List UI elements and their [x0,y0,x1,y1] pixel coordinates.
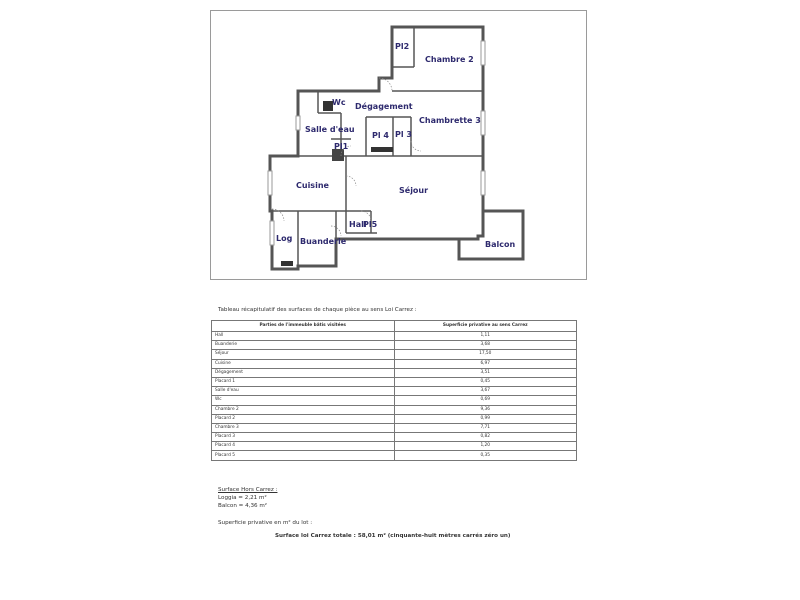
room-surface: 0,35 [394,451,577,460]
room-surface: 0,99 [394,414,577,423]
room-name: Buanderie [212,341,395,350]
column-header-surface: Superficie privative au sens Carrez [394,321,577,332]
room-name: Séjour [212,350,395,359]
room-label-log: Log [276,234,293,243]
column-header-rooms: Parties de l'immeuble bâtis visitées [212,321,395,332]
door-arc [411,141,421,151]
table-row [212,433,577,442]
room-surface: 3,68 [394,341,577,350]
window [268,171,272,195]
room-surface: 0,45 [394,377,577,386]
table-row [212,377,577,386]
room-label-pl2: Pl2 [395,42,410,51]
room-surface: 0,69 [394,396,577,405]
table-row [212,359,577,368]
room-name: Wc [212,396,395,405]
table-row [212,350,577,359]
table-row [212,387,577,396]
room-surface: 9,36 [394,405,577,414]
room-label-pl5: Pl5 [363,220,378,229]
room-name: Hall [212,332,395,341]
room-label-degagement: Dégagement [355,102,413,111]
room-name: Salle d'eau [212,387,395,396]
window [481,41,485,65]
room-label-balcon: Balcon [485,240,516,249]
room-name: Placard 5 [212,451,395,460]
table-row [212,442,577,451]
room-label-salle-deau: Salle d'eau [305,125,355,134]
room-surface: 3,51 [394,368,577,377]
room-name: Cuisine [212,359,395,368]
table-row [212,451,577,460]
loggia-surface: Loggia = 2,21 m² [218,495,267,501]
privative-label: Superficie privative en m² du lot : [218,520,313,526]
closet-fixture [371,147,393,152]
room-name: Placard 1 [212,377,395,386]
window [481,111,485,135]
door-arc [379,78,392,91]
table-header-row [212,321,577,332]
room-label-sejour: Séjour [399,186,429,195]
room-name: Placard 2 [212,414,395,423]
room-surface: 1,20 [394,442,577,451]
room-surface: 1,11 [394,332,577,341]
table-row [212,414,577,423]
room-surface: 17,50 [394,350,577,359]
room-surface: 6,97 [394,359,577,368]
table-intro: Tableau récapitulatif des surfaces de chaque pièce au sens Loi Carrez : [218,307,417,313]
floor-plan [210,10,587,280]
table-row [212,396,577,405]
table-row [212,368,577,377]
room-label-chambrette3: Chambrette 3 [419,116,481,125]
window [270,221,274,245]
room-name: Dégagement [212,368,395,377]
room-label-chambre2: Chambre 2 [425,55,474,64]
table-row [212,341,577,350]
room-surface: 3,67 [394,387,577,396]
balcon-surface: Balcon = 4,36 m² [218,503,268,509]
boiler-fixture [281,261,293,266]
room-label-pl4: Pl 4 [372,131,389,140]
total-surface: Surface loi Carrez totale : 58,01 m² (cinquante-huit mètres carrés zéro un) [275,533,511,539]
room-label-buanderie: Buanderie [300,237,347,246]
room-label-cuisine: Cuisine [296,181,329,190]
hors-carrez-title: Surface Hors Carrez : [218,487,278,493]
floor-plan-drawing [211,11,588,281]
room-surface: 7,71 [394,423,577,432]
surface-table [211,320,577,461]
room-surface: 0,82 [394,433,577,442]
wall-balcon [459,211,523,259]
room-label-pl3: Pl 3 [395,130,412,139]
room-name: Chambre 3 [212,423,395,432]
room-name: Placard 4 [212,442,395,451]
room-name: Placard 3 [212,433,395,442]
table-row [212,423,577,432]
table-row [212,332,577,341]
room-name: Chambre 2 [212,405,395,414]
window [481,171,485,195]
room-label-pl1: Pl1 [334,142,349,151]
room-label-wc: Wc [332,98,346,107]
window [296,116,300,130]
room-label-hall: Hall [349,220,367,229]
door-arc [346,176,356,186]
table-row [212,405,577,414]
